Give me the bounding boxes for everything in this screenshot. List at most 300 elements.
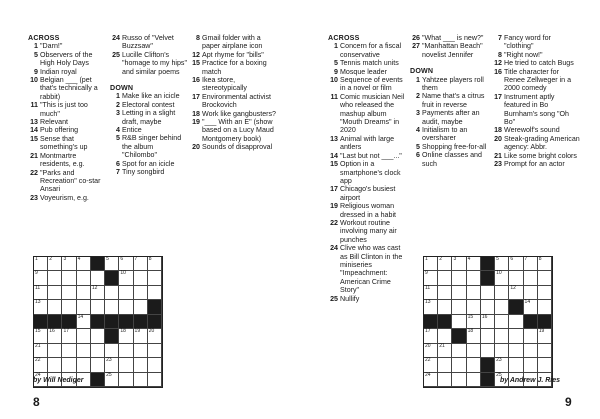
grid-cell[interactable]: [77, 329, 91, 343]
grid-cell[interactable]: [467, 373, 481, 387]
grid-cell[interactable]: [452, 315, 466, 329]
across-clue: [328, 152, 406, 160]
grid-cell[interactable]: [509, 257, 523, 271]
grid-cell[interactable]: [48, 300, 62, 314]
grid-cell[interactable]: [467, 300, 481, 314]
grid-cell[interactable]: [467, 329, 481, 343]
grid-cell[interactable]: [424, 286, 438, 300]
clue-number: 20: [192, 143, 200, 152]
grid-cell[interactable]: [48, 344, 62, 358]
down-clue: [110, 101, 188, 109]
grid-cell[interactable]: [538, 329, 552, 343]
cell-number: 12: [510, 284, 516, 291]
grid-cell[interactable]: [119, 329, 133, 343]
cell-number: 23: [106, 357, 112, 364]
cell-number: 9: [425, 270, 428, 277]
page-number: 9: [565, 395, 572, 409]
grid-cell[interactable]: [105, 257, 119, 271]
grid-cell[interactable]: [48, 286, 62, 300]
across-clue: [28, 68, 106, 76]
grid-cell[interactable]: [452, 271, 466, 285]
across-clue: [28, 169, 106, 194]
crossword-grid[interactable]: [33, 256, 163, 388]
clue-text: "___ With an E" (show based on a Lucy Maud Montgomery book): [202, 118, 274, 143]
clue-text: Observers of the High Holy Days: [40, 50, 93, 68]
clue-number: 6: [116, 159, 120, 168]
clue-number: 7: [116, 168, 120, 177]
grid-cell[interactable]: [148, 373, 162, 387]
grid-cell[interactable]: [495, 344, 509, 358]
across-clue: [110, 51, 188, 76]
clue-number: 3: [416, 109, 420, 118]
grid-cell[interactable]: [481, 300, 495, 314]
clue-text: Make like an icicle: [122, 92, 180, 101]
grid-cell[interactable]: [119, 300, 133, 314]
grid-block: [438, 315, 452, 329]
cell-number: 5: [496, 256, 499, 262]
grid-cell[interactable]: [509, 271, 523, 285]
clue-number: 5: [34, 50, 38, 59]
grid-cell[interactable]: [495, 329, 509, 343]
grid-cell[interactable]: [438, 373, 452, 387]
grid-cell[interactable]: [524, 286, 538, 300]
cell-number: 22: [425, 357, 431, 364]
down-clue: [190, 59, 278, 76]
grid-cell[interactable]: [452, 286, 466, 300]
across-clue: [410, 42, 488, 59]
clue-column-2: [110, 34, 188, 177]
grid-cell[interactable]: [62, 286, 76, 300]
clue-number: 5: [334, 59, 338, 68]
grid-block: [481, 271, 495, 285]
grid-cell[interactable]: [119, 344, 133, 358]
cell-number: 1: [425, 256, 428, 262]
grid-cell[interactable]: [481, 286, 495, 300]
grid-cell[interactable]: [34, 300, 48, 314]
clue-text: Fancy word for "clothing": [504, 34, 551, 51]
clue-text: Werewolf's sound: [504, 126, 560, 135]
clue-number: 9: [34, 67, 38, 76]
clue-number: 5: [116, 134, 120, 143]
clue-text: Title character for Renee Zellweger in a 2000 comedy: [504, 67, 572, 93]
cell-number: 25: [106, 371, 112, 378]
clue-text: Work like gangbusters?: [202, 109, 276, 118]
across-clue: [28, 194, 106, 202]
grid-cell[interactable]: [495, 300, 509, 314]
cell-number: 17: [425, 328, 431, 335]
grid-cell[interactable]: [62, 300, 76, 314]
grid-cell[interactable]: [467, 315, 481, 329]
grid-cell[interactable]: [424, 358, 438, 372]
grid-cell[interactable]: [538, 358, 552, 372]
down-clue: [410, 151, 488, 168]
grid-cell[interactable]: [148, 257, 162, 271]
section-heading: DOWN: [410, 67, 434, 76]
grid-cell[interactable]: [509, 315, 523, 329]
clue-text: Religious woman dressed in a habit: [340, 202, 396, 219]
cell-number: 15: [35, 328, 41, 335]
grid-cell[interactable]: [148, 358, 162, 372]
across-clue: [328, 185, 406, 202]
down-clue: [190, 76, 278, 93]
grid-cell[interactable]: [452, 344, 466, 358]
grid-cell[interactable]: [424, 300, 438, 314]
grid-cell[interactable]: [91, 358, 105, 372]
grid-cell[interactable]: [424, 329, 438, 343]
cell-number: 7: [134, 256, 138, 262]
grid-cell[interactable]: [148, 271, 162, 285]
grid-block: [105, 271, 119, 285]
grid-cell[interactable]: [524, 257, 538, 271]
grid-cell[interactable]: [77, 344, 91, 358]
clue-number: 24: [112, 34, 120, 42]
grid-cell[interactable]: [148, 344, 162, 358]
grid-cell[interactable]: [34, 286, 48, 300]
clue-text: Spot for an icicle: [122, 159, 175, 168]
grid-cell[interactable]: [438, 300, 452, 314]
grid-cell[interactable]: [467, 358, 481, 372]
grid-block: [481, 373, 495, 387]
grid-cell[interactable]: [134, 358, 148, 372]
grid-cell[interactable]: [77, 257, 91, 271]
clue-text: Payments after an audit, maybe: [422, 109, 480, 126]
grid-cell[interactable]: [495, 358, 509, 372]
down-clue: [190, 93, 278, 110]
clue-text: Electoral contest: [122, 100, 175, 109]
across-clue: [28, 101, 106, 118]
clue-text: Mosque leader: [340, 67, 387, 76]
grid-cell[interactable]: [62, 344, 76, 358]
grid-cell[interactable]: [524, 344, 538, 358]
grid-block: [148, 315, 162, 329]
grid-block: [105, 329, 119, 343]
grid-cell[interactable]: [538, 286, 552, 300]
clue-number: 17: [494, 92, 502, 101]
clue-text: "Right now!": [504, 50, 543, 59]
cell-number: 4: [77, 256, 81, 262]
grid-cell[interactable]: [134, 329, 148, 343]
clue-number: 5: [416, 142, 420, 151]
grid-cell[interactable]: [134, 257, 148, 271]
grid-cell[interactable]: [438, 286, 452, 300]
right-page: [300, 0, 600, 419]
cell-number: 24: [35, 371, 41, 378]
down-clue: [492, 152, 580, 160]
grid-cell[interactable]: [34, 271, 48, 285]
grid-cell[interactable]: [438, 271, 452, 285]
grid-cell[interactable]: [77, 358, 91, 372]
down-clue: [190, 118, 278, 143]
across-clue: [28, 152, 106, 169]
grid-cell[interactable]: [62, 358, 76, 372]
clue-number: 16: [192, 76, 200, 85]
grid-cell[interactable]: [91, 300, 105, 314]
grid-cell[interactable]: [538, 300, 552, 314]
down-clue: [492, 126, 580, 134]
cell-number: 5: [106, 256, 109, 262]
down-clue: [492, 68, 580, 93]
grid-cell[interactable]: [62, 257, 76, 271]
cell-number: 1: [35, 256, 38, 262]
down-clue: [492, 59, 580, 67]
clue-number: 22: [30, 168, 38, 177]
clue-text: Voyeurism, e.g.: [40, 193, 89, 202]
grid-cell[interactable]: [438, 329, 452, 343]
clue-number: 1: [416, 75, 420, 84]
clue-text: "Parks and Recreation" co-star Ansari: [40, 168, 101, 194]
grid-cell[interactable]: [467, 286, 481, 300]
grid-cell[interactable]: [524, 329, 538, 343]
down-clue: [410, 143, 488, 151]
grid-cell[interactable]: [119, 271, 133, 285]
clue-text: Sounds of disapproval: [202, 143, 273, 152]
grid-cell[interactable]: [48, 358, 62, 372]
down-clue: [492, 51, 580, 59]
clue-number: 10: [30, 76, 38, 85]
down-clue: [492, 34, 580, 51]
clue-column-3: [190, 34, 278, 152]
clue-text: "Darn!": [40, 42, 63, 51]
cell-number: 9: [35, 270, 38, 277]
clue-text: "This is just too much": [40, 101, 88, 118]
grid-cell[interactable]: [48, 329, 62, 343]
grid-cell[interactable]: [134, 373, 148, 387]
clue-number: 13: [30, 118, 38, 127]
across-clue: [328, 295, 406, 303]
grid-cell[interactable]: [538, 271, 552, 285]
grid-block: [34, 315, 48, 329]
across-clue: [328, 59, 406, 67]
cell-number: 8: [538, 256, 542, 262]
clue-text: "What ___ is new?": [422, 34, 484, 42]
clue-text: Prompt for an actor: [504, 160, 565, 169]
across-clue: [328, 93, 406, 135]
grid-block: [481, 257, 495, 271]
grid-cell[interactable]: [538, 257, 552, 271]
section-heading: ACROSS: [328, 34, 360, 42]
clue-number: 12: [192, 50, 200, 59]
grid-cell[interactable]: [424, 373, 438, 387]
clue-column-3: [492, 34, 580, 169]
grid-cell[interactable]: [77, 315, 91, 329]
grid-cell[interactable]: [481, 344, 495, 358]
grid-cell[interactable]: [452, 358, 466, 372]
grid-cell[interactable]: [467, 271, 481, 285]
down-clue: [410, 109, 488, 126]
grid-cell[interactable]: [105, 358, 119, 372]
grid-cell[interactable]: [467, 344, 481, 358]
grid-cell[interactable]: [438, 344, 452, 358]
grid-cell[interactable]: [452, 300, 466, 314]
grid-cell[interactable]: [438, 358, 452, 372]
clue-text: Russo of "Velvet Buzzsaw": [122, 34, 174, 51]
grid-cell[interactable]: [148, 329, 162, 343]
clue-text: "Manhattan Beach" novelist Jennifer: [422, 42, 483, 59]
cell-number: 10: [496, 270, 502, 277]
grid-cell[interactable]: [62, 271, 76, 285]
grid-cell[interactable]: [77, 271, 91, 285]
grid-cell[interactable]: [34, 358, 48, 372]
grid-cell[interactable]: [509, 286, 523, 300]
grid-block: [48, 315, 62, 329]
cell-number: 3: [63, 256, 67, 262]
grid-cell[interactable]: [467, 257, 481, 271]
grid-cell[interactable]: [105, 344, 119, 358]
grid-cell[interactable]: [134, 286, 148, 300]
clue-number: 11: [330, 92, 338, 101]
grid-cell[interactable]: [91, 329, 105, 343]
clue-number: 23: [494, 160, 502, 169]
down-clue: [110, 92, 188, 100]
grid-cell[interactable]: [524, 271, 538, 285]
crossword-grid[interactable]: [423, 256, 553, 388]
grid-cell[interactable]: [524, 358, 538, 372]
grid-cell[interactable]: [495, 271, 509, 285]
grid-block: [481, 358, 495, 372]
cell-number: 15: [467, 313, 474, 320]
grid-cell[interactable]: [452, 373, 466, 387]
down-clue: [110, 160, 188, 168]
clue-number: 26: [412, 34, 420, 42]
grid-block: [509, 300, 523, 314]
cell-number: 14: [524, 299, 531, 306]
grid-cell[interactable]: [438, 257, 452, 271]
grid-cell[interactable]: [495, 286, 509, 300]
across-clue: [110, 34, 188, 51]
grid-cell[interactable]: [77, 286, 91, 300]
clue-number: 6: [416, 151, 420, 160]
grid-cell[interactable]: [119, 257, 133, 271]
cell-number: 3: [453, 256, 457, 262]
grid-cell[interactable]: [134, 300, 148, 314]
cell-number: 6: [510, 256, 514, 262]
grid-cell[interactable]: [48, 257, 62, 271]
clue-text: Practice for a boxing match: [202, 59, 267, 76]
section-heading: DOWN: [110, 84, 134, 93]
grid-block: [91, 257, 105, 271]
grid-cell[interactable]: [134, 344, 148, 358]
grid-cell[interactable]: [105, 286, 119, 300]
grid-cell[interactable]: [495, 315, 509, 329]
cell-number: 11: [35, 284, 41, 291]
cell-number: 16: [481, 313, 488, 320]
down-clue: [110, 109, 188, 126]
clue-number: 8: [498, 50, 502, 59]
grid-cell[interactable]: [34, 344, 48, 358]
across-clue: [328, 219, 406, 244]
byline: by Andrew J. Ries: [500, 377, 561, 384]
clue-text: Apt rhyme for "bills": [202, 50, 264, 59]
cell-number: 4: [467, 256, 471, 262]
byline: by Will Nediger: [33, 377, 84, 384]
down-clue: [110, 168, 188, 176]
clue-number: 15: [192, 59, 200, 68]
across-clue: [28, 42, 106, 50]
clue-number: 1: [34, 42, 38, 51]
grid-cell[interactable]: [134, 271, 148, 285]
across-clue: [328, 202, 406, 219]
grid-cell[interactable]: [509, 344, 523, 358]
cell-number: 19: [538, 328, 545, 335]
grid-cell[interactable]: [481, 315, 495, 329]
clue-number: 14: [30, 126, 38, 135]
grid-cell[interactable]: [77, 300, 91, 314]
down-clue: [410, 76, 488, 93]
across-clue: [328, 42, 406, 59]
cell-number: 25: [496, 371, 502, 378]
clue-number: 10: [330, 76, 338, 85]
clue-text: Belgian ___ (pet that's technically a rabbit): [40, 76, 98, 101]
grid-block: [91, 373, 105, 387]
clue-number: 15: [30, 134, 38, 143]
clue-text: Sense that something's up: [40, 134, 88, 152]
grid-cell[interactable]: [524, 300, 538, 314]
clue-number: 27: [412, 42, 420, 51]
clue-number: 3: [116, 109, 120, 118]
grid-block: [62, 315, 76, 329]
clue-number: 9: [334, 67, 338, 76]
cell-number: 23: [496, 357, 502, 364]
grid-cell[interactable]: [424, 257, 438, 271]
grid-cell[interactable]: [105, 300, 119, 314]
across-clue: [328, 244, 406, 294]
clue-number: 19: [330, 202, 338, 211]
grid-cell[interactable]: [34, 329, 48, 343]
grid-cell[interactable]: [509, 329, 523, 343]
grid-cell[interactable]: [495, 257, 509, 271]
grid-cell[interactable]: [424, 271, 438, 285]
grid-cell[interactable]: [481, 329, 495, 343]
clue-number: 13: [330, 134, 338, 143]
cell-number: 18: [120, 328, 126, 335]
grid-cell[interactable]: [91, 344, 105, 358]
grid-cell[interactable]: [105, 373, 119, 387]
clue-text: Clive who was cast as Bill Clinton in the miniseries "Impeachment: American Crime Story": [340, 244, 403, 295]
cell-number: 13: [425, 299, 431, 306]
clue-text: Online classes and such: [422, 151, 482, 168]
grid-cell[interactable]: [48, 271, 62, 285]
grid-cell[interactable]: [34, 257, 48, 271]
grid-cell[interactable]: [119, 373, 133, 387]
down-clue: [190, 143, 278, 151]
grid-cell[interactable]: [538, 344, 552, 358]
cell-number: 18: [467, 328, 474, 335]
grid-cell[interactable]: [91, 286, 105, 300]
cell-number: 2: [439, 256, 442, 262]
across-clue: [28, 51, 106, 68]
clue-text: Instrument aptly featured in Bo Burnham's song "Oh Bo": [504, 92, 569, 127]
grid-cell[interactable]: [148, 286, 162, 300]
clue-number: 22: [330, 218, 338, 227]
clue-text: Gmail folder with a paper airplane icon: [202, 34, 263, 51]
grid-cell[interactable]: [91, 271, 105, 285]
grid-cell[interactable]: [62, 329, 76, 343]
grid-cell[interactable]: [119, 286, 133, 300]
grid-cell[interactable]: [509, 358, 523, 372]
clue-text: Option in a smartphone's clock app: [340, 160, 401, 185]
clue-number: 1: [334, 42, 338, 51]
across-clue: [328, 68, 406, 76]
cell-number: 22: [35, 357, 41, 364]
clue-number: 4: [416, 126, 420, 135]
down-clue: [410, 92, 488, 109]
clue-column-2: [410, 34, 488, 168]
down-clue: [110, 134, 188, 159]
grid-cell[interactable]: [452, 257, 466, 271]
grid-cell[interactable]: [119, 358, 133, 372]
cell-number: 20: [148, 328, 155, 335]
grid-cell[interactable]: [424, 344, 438, 358]
